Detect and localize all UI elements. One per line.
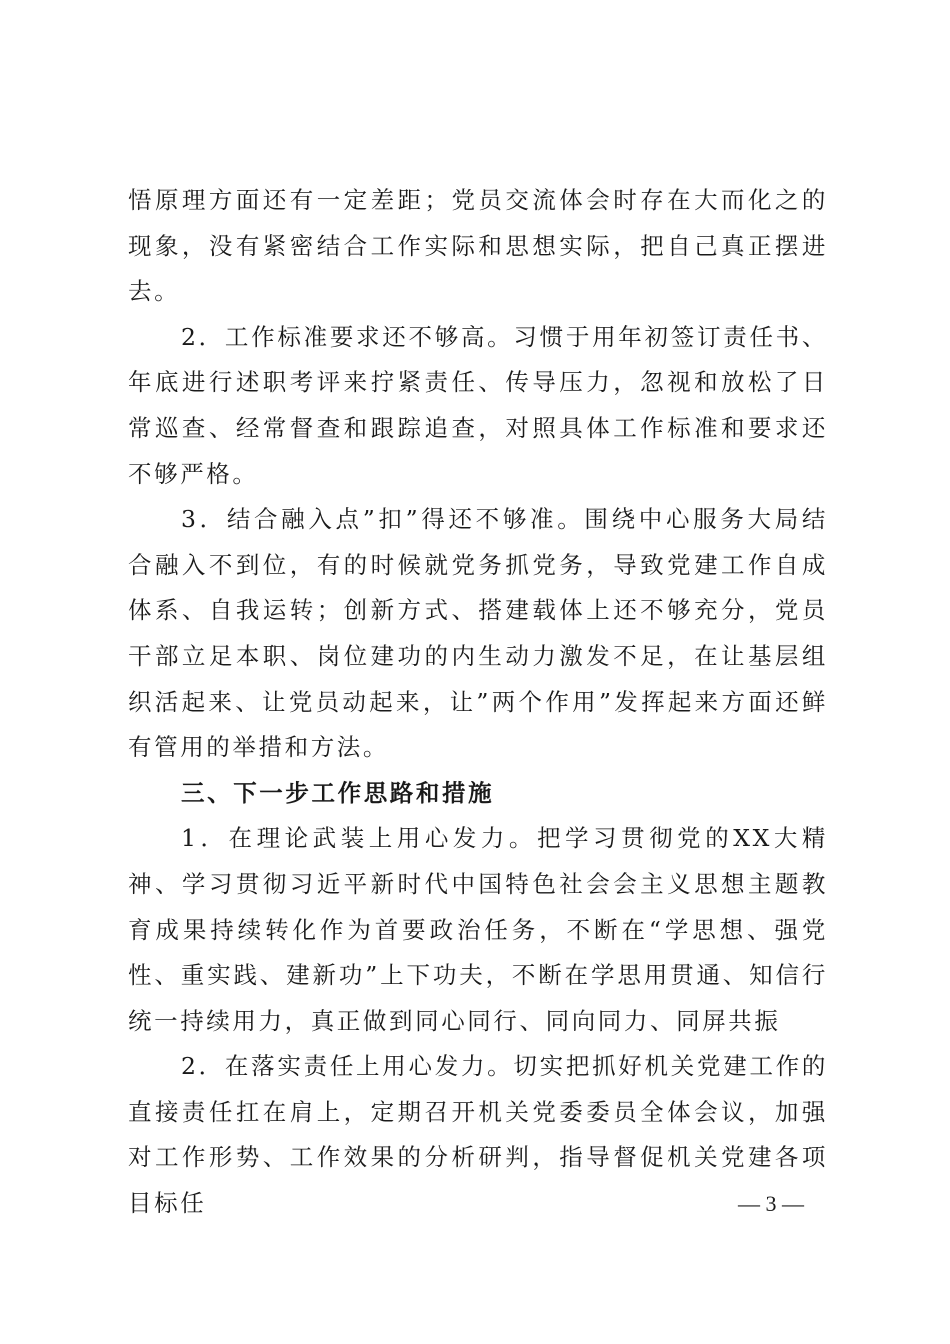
section-heading: 三、下一步工作思路和措施 xyxy=(181,778,495,807)
page-number: — 3 — xyxy=(738,1191,804,1216)
paragraph-item-2: 2．工作标准要求还不够高。习惯于用年初签订责任书、年底进行述职考评来拧紧责任、传导压力，忽视和放松了日常巡查、经常督查和跟踪追查，对照具体工作标准和要求还不够严格。 xyxy=(128,322,828,488)
section-paragraph-item-2: 2．在落实责任上用心发力。切实把抓好机关党建工作的直接责任扛在肩上，定期召开机关党委委员全体会议，加强对工作形势、工作效果的分析研判，指导督促机关党建各项目标任 xyxy=(128,1052,828,1218)
document-body xyxy=(128,178,828,1227)
paragraph-continuation: 悟原理方面还有一定差距；党员交流体会时存在大而化之的现象，没有紧密结合工作实际和思想实际，把自己真正摆进去。 xyxy=(128,186,828,306)
paragraph-item-3: 3．结合融入点”扣”得还不够准。围绕中心服务大局结合融入不到位，有的时候就党务抓党务，导致党建工作自成体系、自我运转；创新方式、搭建载体上还不够充分，党员干部立足本职、岗位建功的内生动力激发不足，在让基层组织活起来、让党员动起来，让”两个作用”发挥起来方面还鲜有管用的举措和方法。 xyxy=(128,505,828,762)
section-paragraph-item-1: 1．在理论武装上用心发力。把学习贯彻党的XX大精神、学习贯彻习近平新时代中国特色社会会主义思想主题教育成果持续转化作为首要政治任务，不断在“学思想、强党性、重实践、建新功”上下功夫，不断在学思用贯通、知信行统一持续用力，真正做到同心同行、同向同力、同屏共振 xyxy=(128,824,828,1035)
